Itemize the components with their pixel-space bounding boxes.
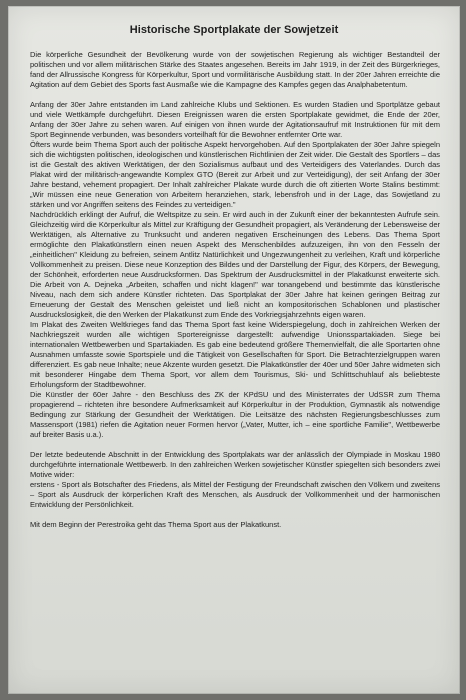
paragraph-perestroika: Mit dem Beginn der Perestroika geht das Thema Sport aus der Plakatkunst.	[30, 520, 282, 529]
paragraph-1930s-clubs: Anfang der 30er Jahre entstanden im Land zahlreiche Klubs und Sektionen. Es wurden Stadien und Sportplätze gebaut und viele Wettkämpfe durchgeführt. Diesen Ereignissen waren die ersten Sportplakate gewidmet, die Ende der 20er, Anfang der 30er Jahre zu sehen waren. Auf einigen von ihnen wurde der Agitationsaufruf mit Instruktionen für mit dem Sport Beginnende verbunden, was besonders vorteilhaft für die Bewohner entfernter Orte war.	[30, 100, 440, 139]
paragraph-world-top: Nachdrücklich erklingt der Aufruf, die Weltspitze zu sein. Er wird auch in der Zukunft einer der bekanntesten Aufrufe sein. Gleichzeitig wird die Körperkultur als Mittel zur Kräftigung der Gesundheit propagiert, als Veränderung der Lebensweise der Werktätigen, als Alternative zu Trunksucht und anderen negativen Erscheinungen des Lebens. Das Thema Sport ermöglichte den Plakatkünstlern einen neuen Aspekt des Menschenbildes aufzuzeigen, ihn von den Fesseln der „einheitlichen" Kleidung zu befreien, seinem Antlitz Natürlichkeit und Ungezwungenheit zu verleihen, Kraft und körperliche Vollkommenheit zu preisen. Diese neue Konzeption des Bildes und der Darstellung der Figur, des Körpers, der Bewegung, der Schönheit, erforderten neue Ausdrucksformen. Das Spektrum der Ausdrucksmittel in der Plakatkunst erweiterte sich. Die Arbeit von A. Dejneka „Arbeiten, schaffen und nicht klagen!" war tonangebend und bestimmte das künstlerische Niveau, nach dem sich andere Künstler richteten. Das Sportplakat der 30er Jahre hat keinen geringen Beitrag zur Erneuerung der Gestalt des Menschen geleistet und ließ nicht an kompositorischen Schablonen und plastischer Ausdruckslosigkeit, die den Werken der Plakatkunst zum Ende des Vorkriegsjahrzehnts eigen waren.	[30, 210, 440, 319]
paragraph-intro: Die körperliche Gesundheit der Bevölkerung wurde von der sowjetischen Regierung als wichtiger Bestandteil der politischen und vor allem militärischen Stärke des Staates angesehen. Bereits im Jahr 1919, in der Zeit des Bürgerkrieges, fand der Allrussische Kongress für Körperkultur, Sport und vormilitärische Ausbildung statt. In der 20er Jahren erreichte die Agitation auf dem Gebiet des Sports fast Ausmaße wie die Kampagne des Kampfes gegen das Analphabetentum.	[30, 50, 440, 89]
paragraph-gap	[30, 510, 440, 520]
paragraph-second-world-war: Im Plakat des Zweiten Weltkrieges fand das Thema Sport fast keine Widerspiegelung, doch in zahlreichen Werken der Nachkriegszeit wurden alle wichtigen Sportereignisse dargestellt: aufwendige Unionsspartakiaden. Siege bei internationalen Wettbewerben und Spartakiaden. Es gab eine bedeutend größere Themenvielfalt, die alle Sportarten ohne Ausnahmen umfasste sowie Sportspiele und die Tätigkeit von Gesellschaften für Sport. Die Betrachterzielgruppen waren differenziert. Es gab neue Inhalte; neue Akzente wurden gesetzt. Die Plakatkünstler der 40er und 50er Jahre widmeten sich mit besonderer Hingabe dem Thema Sport, vor allem dem Tourismus, Ski- und Schlittschuhlauf als beliebteste Erholungsform der Stadtbewohner.	[30, 320, 440, 389]
page-title: Historische Sportplakate der Sowjetzeit	[129, 24, 339, 36]
article-body	[30, 50, 440, 530]
paragraph-political-aspect: Öfters wurde beim Thema Sport auch der politische Aspekt hervorgehoben. Auf den Sportplakaten der 30er Jahre spiegeln sich die wichtigsten politischen, ideologischen und künstlerischen Richtlinien der Zeit wider. Die Gestalt des Sportlers – das ist die Gestalt des aktiven Werktätigen, der den Sozialismus aufbaut und des Verteidigers des Vaterlandes. Durch das Plakat wird der militärisch-angewandte Komplex GTO (Bereit zur Arbeit und zur Verteidigung), der seit Anfang der 30er Jahre bestand, vehement propagiert. Der Inhalt zahlreicher Plakate wurde durch die oft zitierten Worte Stalins bestimmt: „Wir müssen eine neue Generation von Arbeitern heranziehen, stark, lebensfroh und in der Lage, das Sowjetland zu stärken und vor Angriffen seitens des Feindes zu verteidigen."	[30, 140, 440, 209]
sport-poster-text-panel	[8, 6, 460, 694]
paragraph-olympics-1980: Der letzte bedeutende Abschnitt in der Entwicklung des Sportplakats war der anlässlich der Olympiade in Moskau 1980 durchgeführte internationale Wettbewerb. In den zahlreichen Werken sowjetischer Künstler spiegelten sich besonders zwei Motive wider:	[30, 450, 440, 479]
paragraph-1960s: Die Künstler der 60er Jahre - den Beschluss des ZK der KPdSU und des Ministerrates der UdSSR zum Thema propagierend – richteten ihre besondere Aufmerksamkeit auf Körperkultur in der Produktion, Gymnastik als notwendige Bedingung zur Stärkung der Gesundheit der Werktätigen. Die Leitsätze des nächsten Regierungsbeschlusses zum Massensport (1981) riefen die Agitation neuer Formen hervor („Vater, Mutter, ich – eine sportliche Familie", Wettbewerbe auf breiter Basis u.a.).	[30, 390, 440, 439]
paragraph-gap	[30, 90, 440, 100]
paragraph-gap	[30, 440, 440, 450]
paragraph-two-motives: erstens - Sport als Botschafter des Friedens, als Mittel der Festigung der Freundschaft zwischen den Völkern und zweitens – Sport als Ausdruck der körperlichen Kraft des Menschen, als Ausdruck der Vollkommenheit und der harmonischen Entwicklung der Persönlichkeit.	[30, 480, 440, 509]
